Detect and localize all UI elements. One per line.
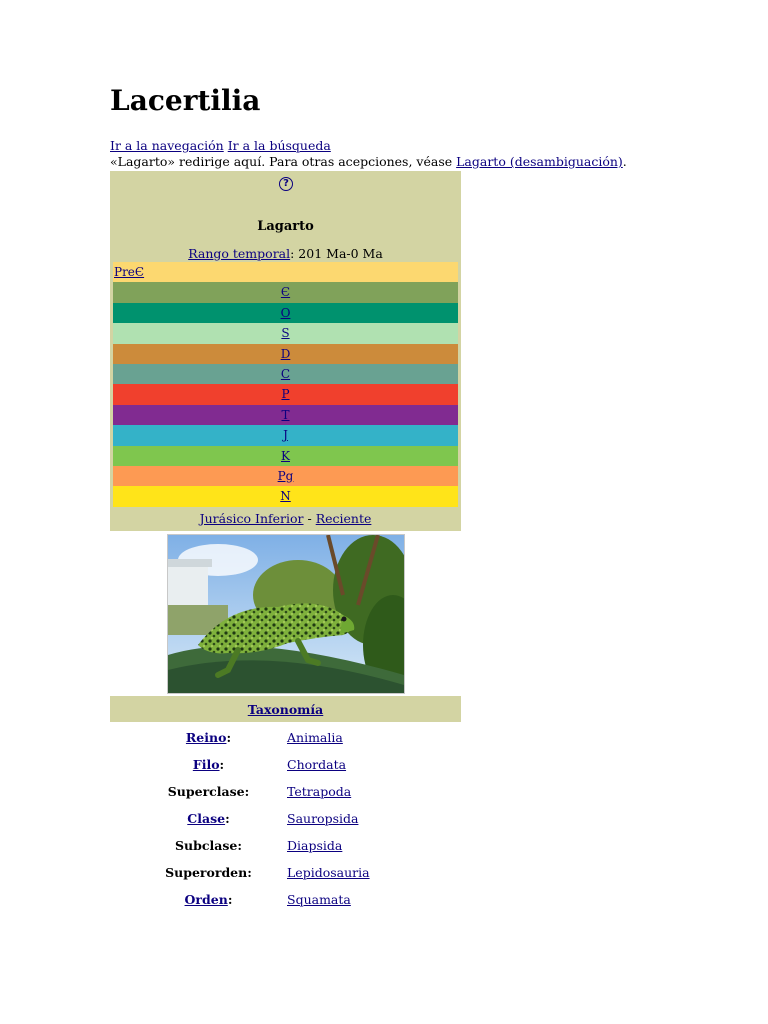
taxonomy-rank bbox=[110, 784, 307, 799]
taxonomy-value-link[interactable]: Tetrapoda bbox=[287, 784, 352, 799]
jump-to-navigation-link[interactable]: Ir a la navegación bbox=[110, 138, 224, 153]
taxonomy-rank-label: Superclase bbox=[167, 784, 245, 799]
temporal-range-link[interactable]: Rango temporal bbox=[188, 246, 291, 261]
taxonomy-value-link[interactable]: Lepidosauria bbox=[287, 865, 370, 880]
period-link[interactable]: PreЄ bbox=[114, 265, 145, 279]
temporal-range bbox=[110, 246, 461, 261]
period-link[interactable]: T bbox=[281, 407, 290, 422]
taxonomy-value bbox=[287, 784, 351, 799]
period-bar bbox=[113, 303, 458, 323]
period-link[interactable]: P bbox=[281, 387, 290, 402]
jump-links bbox=[110, 138, 331, 153]
taxonomy-value-link[interactable]: Diapsida bbox=[287, 838, 343, 853]
period-link[interactable]: C bbox=[280, 366, 291, 381]
period-link[interactable]: S bbox=[281, 326, 290, 341]
jump-to-search-link[interactable]: Ir a la búsqueda bbox=[227, 138, 331, 153]
disambiguation-link[interactable]: Lagarto (desambiguación) bbox=[456, 154, 623, 169]
period-bar bbox=[113, 446, 458, 466]
taxonomy-value bbox=[287, 892, 351, 907]
period-bar bbox=[113, 364, 458, 384]
taxonomy-value-link[interactable]: Chordata bbox=[287, 757, 347, 772]
taxonomy-rank bbox=[110, 730, 307, 745]
taxonomy-value bbox=[287, 865, 370, 880]
taxonomy-colon: : bbox=[219, 757, 225, 772]
taxonomy-value bbox=[287, 730, 343, 745]
taxonomy-rank-link[interactable]: Filo bbox=[192, 757, 220, 772]
redirect-notice bbox=[110, 154, 627, 169]
taxonomy-value-link[interactable]: Sauropsida bbox=[287, 811, 359, 826]
period-link[interactable]: J bbox=[283, 428, 288, 443]
range-end-link[interactable]: Reciente bbox=[315, 511, 372, 526]
period-bar bbox=[113, 323, 458, 343]
geologic-timescale bbox=[113, 262, 458, 507]
taxonomy-rank-link[interactable]: Clase bbox=[187, 811, 226, 826]
period-bar bbox=[113, 282, 458, 302]
taxonomy-table bbox=[110, 727, 461, 916]
taxonomy-rank bbox=[110, 811, 307, 826]
period-link[interactable]: D bbox=[280, 346, 291, 361]
taxonomy-header bbox=[110, 696, 461, 722]
taxonomy-row bbox=[110, 754, 461, 781]
redirect-suffix: . bbox=[622, 154, 627, 169]
period-link[interactable]: Є bbox=[280, 285, 291, 300]
taxonomy-value bbox=[287, 757, 346, 772]
range-separator: - bbox=[303, 511, 316, 526]
taxonomy-row bbox=[110, 862, 461, 889]
help-icon[interactable]: ? bbox=[279, 177, 293, 191]
taxonomy-rank bbox=[110, 838, 307, 853]
taxonomy-rank bbox=[110, 757, 307, 772]
taxonomy-value bbox=[287, 811, 358, 826]
taxonomy-rank-label: Subclase bbox=[175, 838, 238, 853]
taxonomy-row bbox=[110, 727, 461, 754]
taxonomy-colon: : bbox=[237, 838, 242, 853]
taxonomy-colon: : bbox=[247, 865, 252, 880]
range-endpoints bbox=[110, 511, 461, 526]
taxonomy-rank bbox=[110, 892, 307, 907]
taxonomy-row bbox=[110, 835, 461, 862]
period-bar bbox=[113, 466, 458, 486]
taxonomy-colon: : bbox=[226, 730, 232, 745]
lizard-photo[interactable] bbox=[167, 534, 405, 694]
infobox-name: Lagarto bbox=[257, 219, 314, 234]
taxonomy-value bbox=[287, 838, 342, 853]
page-title: Lacertilia bbox=[110, 84, 261, 117]
taxonomy-row bbox=[110, 808, 461, 835]
period-bar bbox=[113, 425, 458, 445]
period-bar bbox=[113, 486, 458, 506]
period-link[interactable]: O bbox=[280, 305, 291, 320]
taxonomy-rank bbox=[110, 865, 307, 880]
redirect-text: «Lagarto» redirige aquí. Para otras acepciones, véase bbox=[110, 154, 457, 169]
period-link[interactable]: K bbox=[281, 448, 290, 463]
taxonomy-colon: : bbox=[227, 892, 233, 907]
taxonomy-rank-label: Superorden bbox=[165, 865, 248, 880]
range-start-link[interactable]: Jurásico Inferior bbox=[199, 511, 304, 526]
period-bar bbox=[113, 405, 458, 425]
period-bar bbox=[113, 262, 458, 282]
taxonomy-colon: : bbox=[225, 811, 230, 826]
taxonomy-rank-link[interactable]: Orden bbox=[184, 892, 228, 907]
period-bar bbox=[113, 384, 458, 404]
taxonomy-colon: : bbox=[244, 784, 250, 799]
taxonomy-link[interactable]: Taxonomía bbox=[247, 702, 324, 717]
period-link[interactable]: N bbox=[280, 489, 291, 504]
period-link[interactable]: Pg bbox=[277, 468, 294, 483]
taxonomy-value-link[interactable]: Squamata bbox=[287, 892, 351, 907]
temporal-range-value: : 201 Ma-0 Ma bbox=[290, 246, 383, 261]
taxonomy-row bbox=[110, 889, 461, 916]
taxonomy-rank-link[interactable]: Reino bbox=[185, 730, 227, 745]
period-bar bbox=[113, 344, 458, 364]
taxonomy-value-link[interactable]: Animalia bbox=[287, 730, 343, 745]
taxonomy-row bbox=[110, 781, 461, 808]
